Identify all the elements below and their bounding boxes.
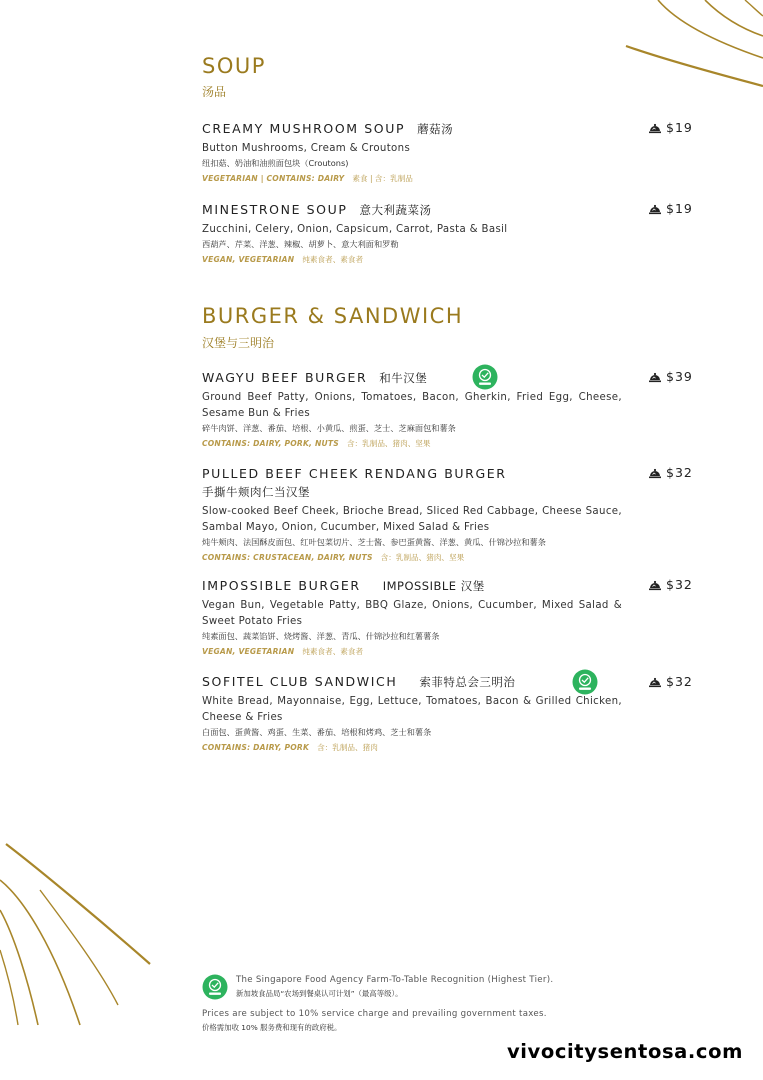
item-name-en: WAGYU BEEF BURGER bbox=[202, 370, 368, 385]
dietary-tags bbox=[202, 254, 622, 265]
cloche-icon bbox=[648, 466, 662, 480]
sfa-farm-to-table-badge-icon bbox=[472, 364, 498, 390]
cloche-icon bbox=[648, 675, 662, 689]
item-description: White Bread, Mayonnaise, Egg, Lettuce, Tomatoes, Bacon & Grilled Chicken, Cheese & Fries bbox=[202, 696, 622, 723]
dietary-tags-en: VEGETARIAN | CONTAINS: DAIRY bbox=[202, 174, 345, 183]
item-name bbox=[202, 202, 622, 218]
item-name-zh: 意大利蔬菜汤 bbox=[359, 203, 432, 217]
item-name-zh: 索菲特总会三明治 bbox=[419, 675, 516, 689]
item-name bbox=[202, 578, 622, 594]
item-name-zh: 和牛汉堡 bbox=[379, 371, 428, 385]
dietary-tags bbox=[202, 173, 622, 184]
website-watermark: vivocitysentosa.com bbox=[506, 1040, 743, 1063]
service-charge-note-zh: 价格需加收 10% 服务费和现有的政府税。 bbox=[202, 1023, 342, 1032]
item-description-zh: 碎牛肉饼、洋葱、番茄、培根、小黄瓜、煎蛋、芝士、芝麻面包和薯条 bbox=[202, 423, 456, 433]
price-value: $19 bbox=[666, 201, 693, 216]
sfa-farm-to-table-badge-icon bbox=[572, 669, 598, 695]
item-name-en: SOFITEL CLUB SANDWICH bbox=[202, 674, 398, 689]
item-price bbox=[648, 577, 693, 592]
menu-item bbox=[202, 370, 622, 449]
item-price bbox=[648, 674, 693, 689]
item-description: Button Mushrooms, Cream & Croutons bbox=[202, 143, 411, 154]
item-name bbox=[202, 674, 622, 690]
item-name-zh: IMPOSSIBLE 汉堡 bbox=[382, 579, 485, 593]
item-description: Vegan Bun, Vegetable Patty, BBQ Glaze, Onions, Cucumber, Mixed Salad & Sweet Potato Fries bbox=[202, 600, 622, 627]
dietary-tags-zh: 含：乳制品、猪肉 bbox=[317, 743, 378, 752]
menu-item bbox=[202, 202, 622, 265]
sfa-farm-to-table-badge-icon bbox=[202, 974, 228, 1000]
price-value: $32 bbox=[666, 674, 693, 689]
cloche-icon bbox=[648, 370, 662, 384]
service-charge-note-en: Prices are subject to 10% service charge and prevailing government taxes. bbox=[202, 1009, 547, 1019]
recognition-note-en: The Singapore Food Agency Farm-To-Table Recognition (Highest Tier). bbox=[236, 975, 554, 985]
menu-item bbox=[202, 674, 622, 753]
item-description-zh: 纯素面包、蔬菜馅饼、烧烤酱、洋葱、青瓜、什锦沙拉和红薯薯条 bbox=[202, 631, 440, 641]
section-title-soup: SOUP bbox=[202, 54, 266, 78]
dietary-tags bbox=[202, 438, 622, 449]
dietary-tags bbox=[202, 646, 622, 657]
section-title-burger-sandwich: BURGER & SANDWICH bbox=[202, 304, 464, 328]
item-description-zh: 白面包、蛋黄酱、鸡蛋、生菜、番茄、培根和烤鸡、芝士和薯条 bbox=[202, 727, 432, 737]
dietary-tags bbox=[202, 742, 622, 753]
menu-item bbox=[202, 466, 622, 563]
recognition-note bbox=[236, 975, 553, 999]
price-value: $32 bbox=[666, 465, 693, 480]
item-name-en: MINESTRONE SOUP bbox=[202, 202, 348, 217]
dietary-tags-en: CONTAINS: DAIRY, PORK bbox=[202, 743, 310, 752]
price-value: $19 bbox=[666, 120, 693, 135]
dietary-tags-zh: 纯素食者、素食者 bbox=[302, 255, 364, 264]
item-description: Ground Beef Patty, Onions, Tomatoes, Bacon, Gherkin, Fried Egg, Cheese, Sesame Bun & Fries bbox=[202, 392, 622, 419]
item-name bbox=[202, 121, 622, 137]
gold-leaf-top-right-decoration bbox=[600, 0, 763, 100]
cloche-icon bbox=[648, 202, 662, 216]
item-description: Zucchini, Celery, Onion, Capsicum, Carrot, Pasta & Basil bbox=[202, 224, 508, 235]
section-subtitle-burger-sandwich: 汉堡与三明治 bbox=[202, 336, 275, 350]
dietary-tags-en: CONTAINS: CRUSTACEAN, DAIRY, NUTS bbox=[202, 553, 373, 562]
dietary-tags bbox=[202, 552, 622, 563]
dietary-tags-zh: 含：乳制品、猪肉、坚果 bbox=[380, 553, 465, 562]
menu-item bbox=[202, 578, 622, 657]
price-value: $39 bbox=[666, 369, 693, 384]
item-name-zh: 手撕牛颊肉仁当汉堡 bbox=[202, 485, 310, 499]
cloche-icon bbox=[648, 578, 662, 592]
item-name-en: IMPOSSIBLE BURGER bbox=[202, 578, 361, 593]
item-name bbox=[202, 370, 622, 386]
item-name-en: CREAMY MUSHROOM SOUP bbox=[202, 121, 406, 136]
item-name-zh: 蘑菇汤 bbox=[417, 122, 454, 136]
item-description-zh: 炖牛颊肉、法国酥皮面包、红叶包菜切片、芝士酱、参巴蛋黄酱、洋葱、黄瓜、什锦沙拉和薯条 bbox=[202, 537, 546, 547]
item-description-zh: 西葫芦、芹菜、洋葱、辣椒、胡萝卜、意大利面和罗勒 bbox=[202, 239, 399, 249]
dietary-tags-en: VEGAN, VEGETARIAN bbox=[202, 255, 295, 264]
service-charge-note bbox=[202, 1009, 547, 1033]
dietary-tags-zh: 纯素食者、素食者 bbox=[302, 647, 364, 656]
dietary-tags-zh: 素食 | 含：乳制品 bbox=[352, 174, 413, 183]
item-price bbox=[648, 120, 693, 135]
cloche-icon bbox=[648, 121, 662, 135]
menu-item bbox=[202, 121, 622, 184]
item-name: PULLED BEEF CHEEK RENDANG BURGER bbox=[202, 466, 507, 481]
item-price bbox=[648, 369, 693, 384]
price-value: $32 bbox=[666, 577, 693, 592]
item-description: Slow-cooked Beef Cheek, Brioche Bread, Sliced Red Cabbage, Cheese Sauce, Sambal Mayo, Onion, Cucumber, Mixed Salad & Fries bbox=[202, 506, 622, 533]
section-subtitle-soup: 汤品 bbox=[202, 85, 227, 99]
item-price bbox=[648, 465, 693, 480]
gold-leaf-bottom-left-decoration bbox=[0, 840, 160, 1030]
dietary-tags-en: CONTAINS: DAIRY, PORK, NUTS bbox=[202, 439, 339, 448]
item-description-zh: 纽扣菇、奶油和油煎面包块（Croutons) bbox=[202, 158, 349, 168]
dietary-tags-en: VEGAN, VEGETARIAN bbox=[202, 647, 295, 656]
item-price bbox=[648, 201, 693, 216]
recognition-note-zh: 新加坡食品局“农场到餐桌认可计划”（最高等级）。 bbox=[236, 989, 403, 998]
dietary-tags-zh: 含：乳制品、猪肉、坚果 bbox=[346, 439, 431, 448]
